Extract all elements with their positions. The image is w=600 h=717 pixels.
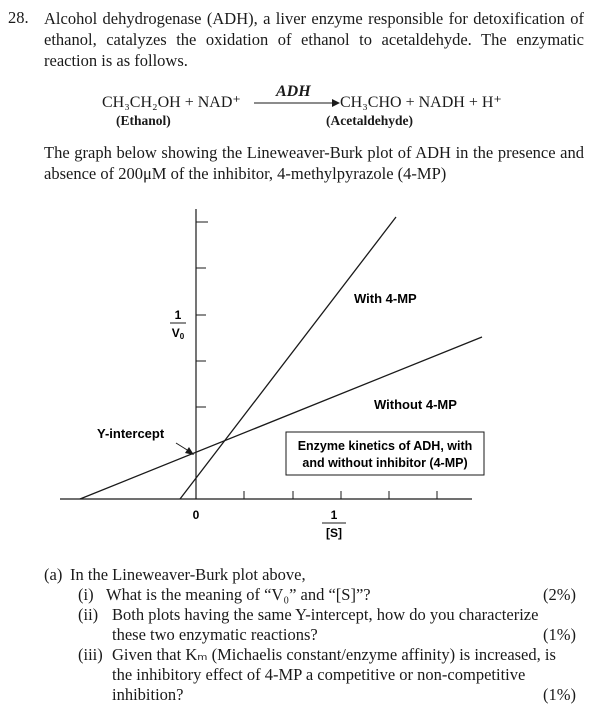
x-axis-label-denominator: [S] bbox=[326, 526, 342, 540]
item-i-num: (i) bbox=[78, 585, 94, 604]
item-iii-marks: (1%) bbox=[543, 685, 576, 704]
annotation-box-line-2: and without inhibitor (4-MP) bbox=[302, 456, 468, 470]
item-i-text: What is the meaning of “V₀” and “[S]”? bbox=[106, 585, 371, 604]
question-number: 28. bbox=[8, 8, 29, 27]
annotation-box-line-1: Enzyme kinetics of ADH, with bbox=[297, 439, 473, 453]
item-iii-line1: Given that Kₘ (Michaelis constant/enzyme affinity) is increased, is bbox=[112, 645, 556, 664]
part-a bbox=[44, 565, 576, 705]
question-intro: Alcohol dehydrogenase (ADH), a liver enzyme responsible for detoxification of ethanol, catalyzes the oxidation of ethanol to acetaldehyde. The enzymatic reaction is as follows. bbox=[44, 9, 584, 70]
y-intercept-label: Y-intercept bbox=[97, 426, 165, 441]
series-label-with-4mp: With 4-MP bbox=[354, 291, 417, 306]
y-intercept-arrow-icon bbox=[176, 443, 194, 455]
item-ii-num: (ii) bbox=[78, 605, 99, 624]
graph-description: The graph below showing the Lineweaver-Burk plot of ADH in the presence and absence of 200μM of the inhibitor, 4-methylpyrazole (4-MP) bbox=[44, 143, 584, 183]
reaction-equation bbox=[102, 92, 241, 112]
y-axis-label-denominator: V0 bbox=[171, 326, 185, 341]
item-ii-marks: (1%) bbox=[543, 625, 576, 644]
item-iii-line3: inhibition? bbox=[112, 685, 184, 704]
item-iii-line2: the inhibitory effect of 4-MP a competitive or non-competitive bbox=[112, 665, 526, 684]
series-label-without-4mp: Without 4-MP bbox=[374, 397, 457, 412]
item-ii-line2: these two enzymatic reactions? bbox=[112, 625, 318, 644]
y-axis-label-numerator: 1 bbox=[174, 308, 182, 322]
reaction-arrow-icon bbox=[254, 96, 340, 110]
equation-reactants: CH₃CH₂OH + NAD⁺ bbox=[102, 94, 241, 111]
x-axis-label-numerator: 1 bbox=[330, 508, 338, 522]
ethanol-label: (Ethanol) bbox=[116, 113, 171, 128]
lineweaver-burk-chart bbox=[0, 195, 600, 555]
enzyme-label: ADH bbox=[276, 83, 311, 100]
part-a-intro: In the Lineweaver-Burk plot above, bbox=[70, 565, 306, 584]
item-i-marks: (2%) bbox=[543, 585, 576, 604]
item-ii-line1: Both plots having the same Y-intercept, how do you characterize bbox=[112, 605, 539, 624]
acetaldehyde-label: (Acetaldehyde) bbox=[326, 113, 413, 128]
item-iii-num: (iii) bbox=[78, 645, 103, 664]
part-a-label: (a) bbox=[44, 565, 63, 584]
equation-products-wrap bbox=[340, 92, 502, 112]
equation-products: CH₃CHO + NADH + H⁺ bbox=[340, 94, 502, 111]
origin-label: 0 bbox=[192, 508, 200, 522]
